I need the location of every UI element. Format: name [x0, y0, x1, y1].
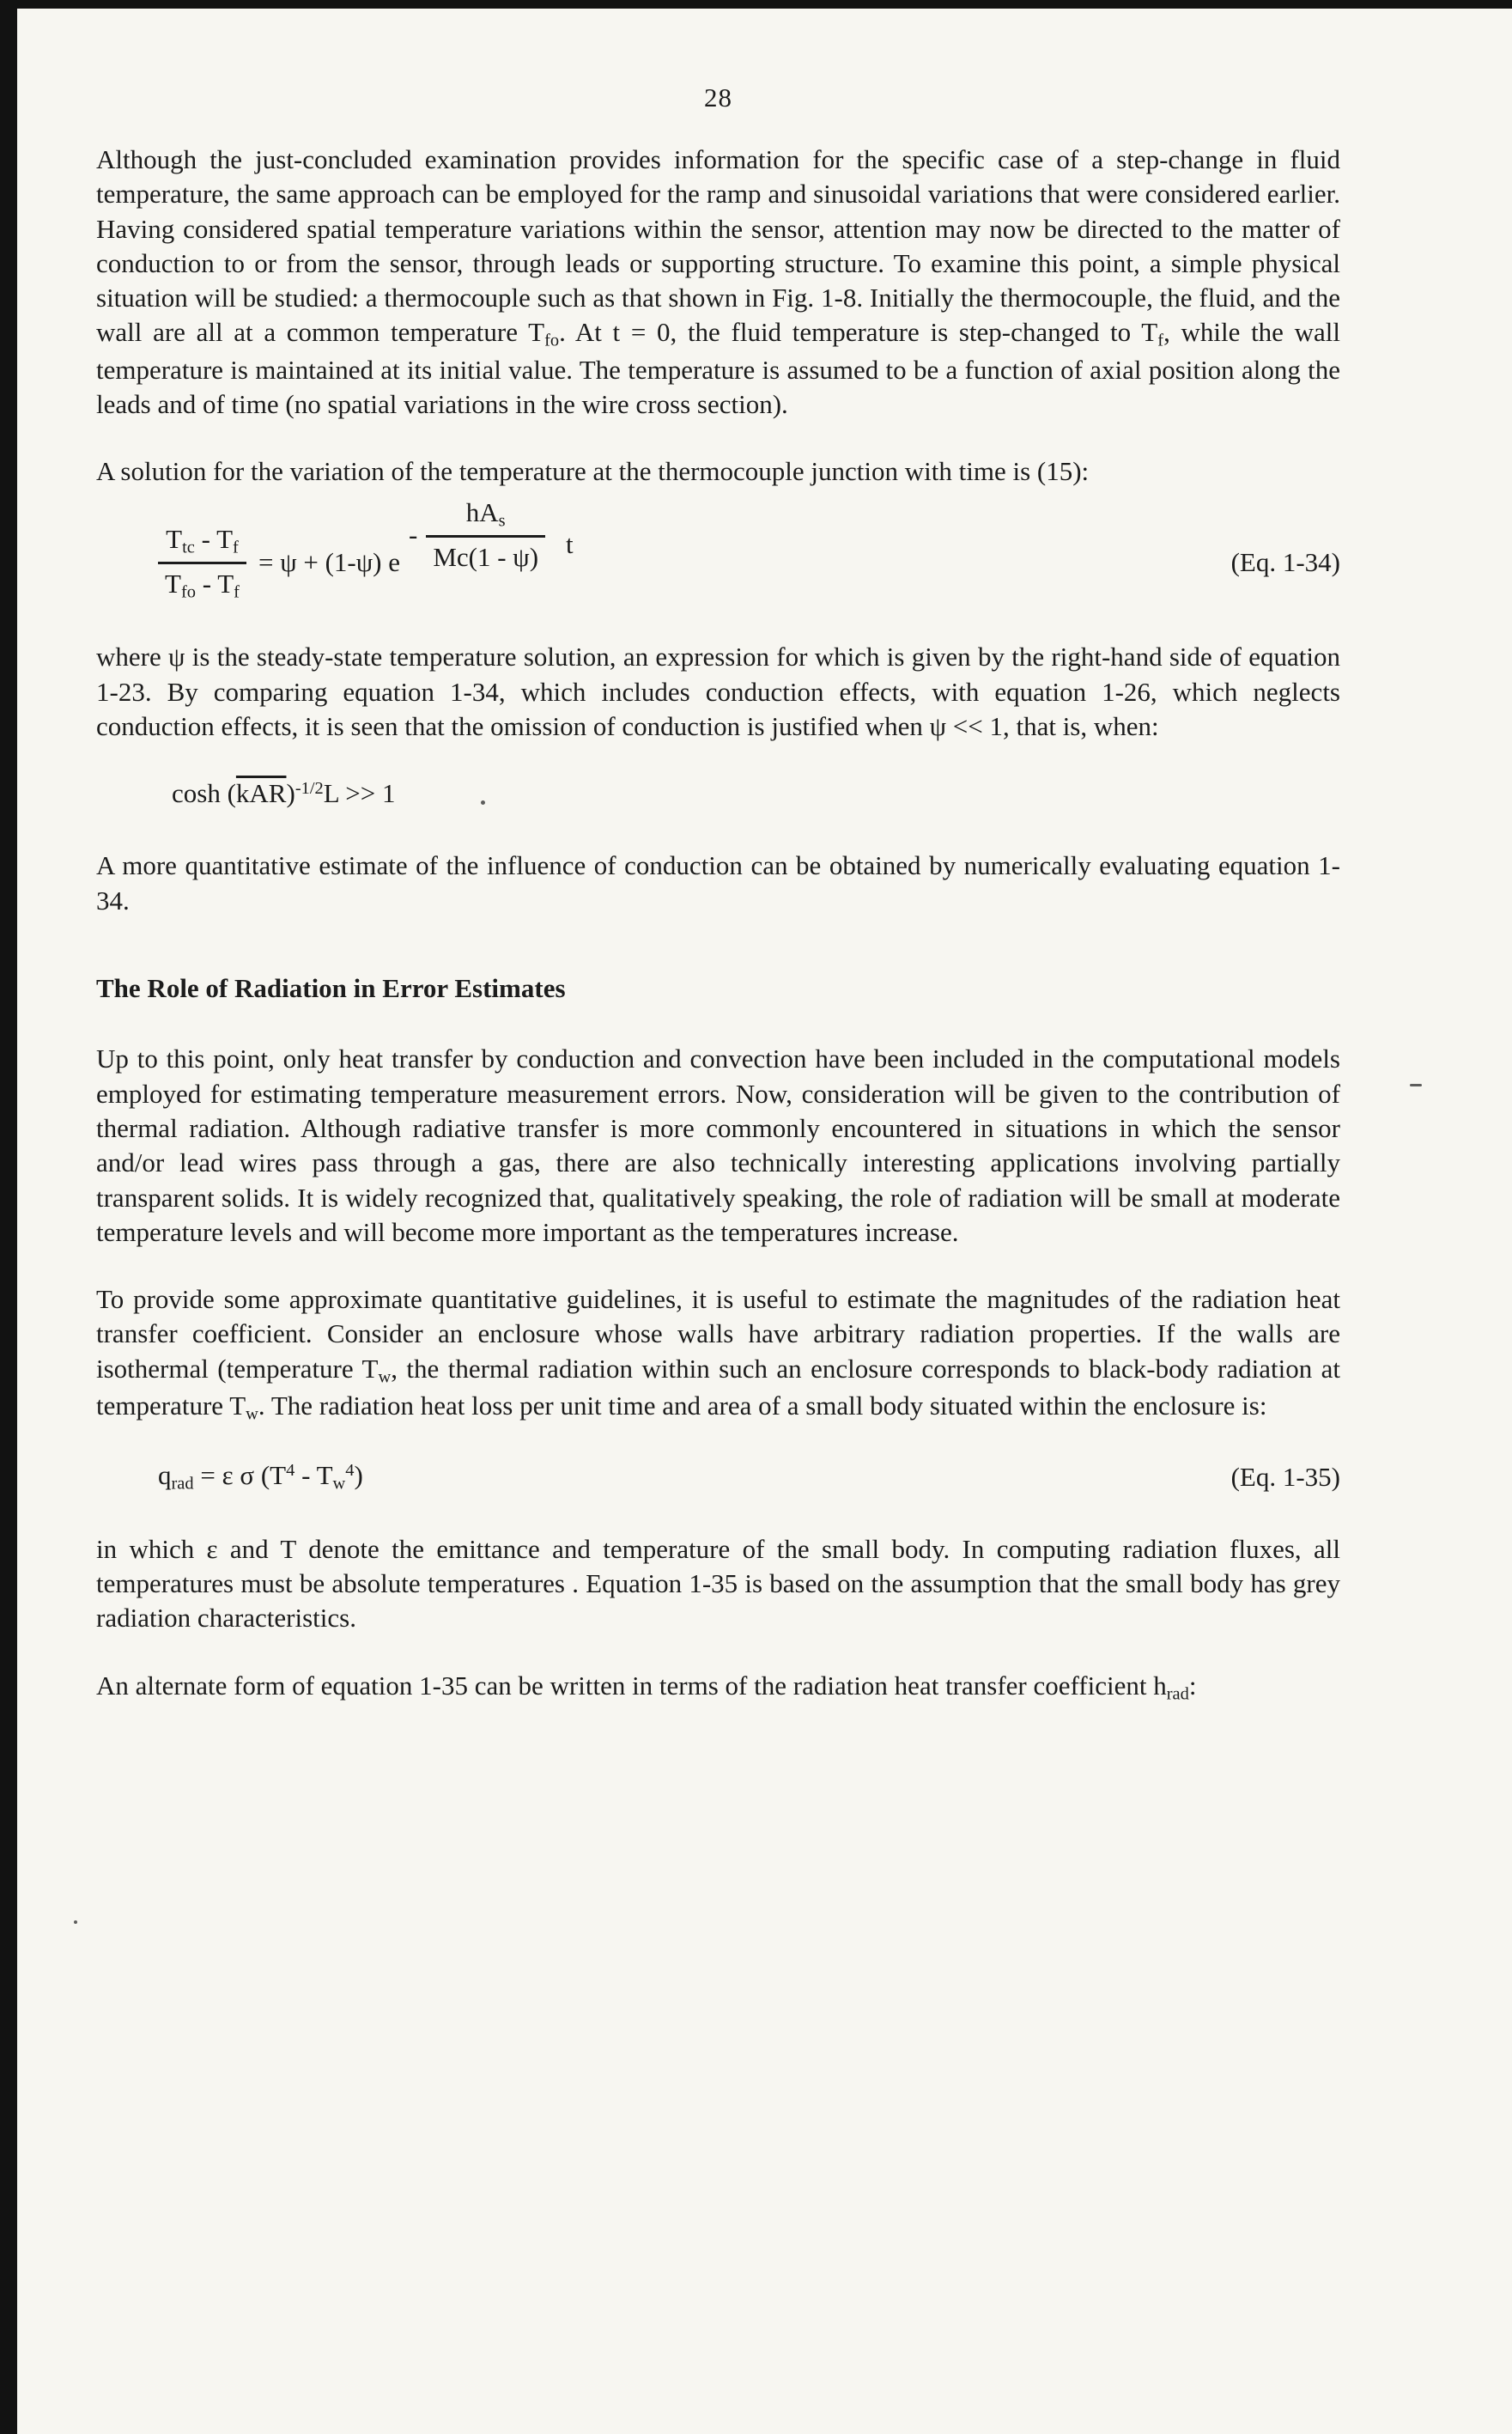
page-number: 28 [704, 82, 732, 113]
scan-speckle [481, 800, 485, 805]
paragraph-solution-intro: A solution for the variation of the temperature at the thermocouple junction with time is (15): [96, 456, 1090, 487]
exponent-minus-sign: - [409, 519, 418, 550]
scan-edge-top-artifact [0, 0, 1512, 9]
equation-label: (Eq. 1-34) [1230, 547, 1340, 578]
section-heading: The Role of Radiation in Error Estimates [96, 973, 566, 1004]
paragraph-radiation-intro: Up to this point, only heat transfer by conduction and convection have been included in the computational models employed for estimating temperature measurement errors. Now, consideration will be given to the contribution of thermal radiation. Although radiative transfer is more commonly encountered in situations in which the sensor and/or lead wires pass through a gas, there are also technically interesting applications involving partially transparent solids. It is widely recognized that, qualitatively speaking, the role of radiation will be small at moderate temperature levels and will become more important as the temperatures increase. [96, 1044, 1340, 1247]
equation-1-34 [96, 496, 1340, 605]
exponent-denominator: Mc(1 - ψ) [426, 535, 545, 575]
equation-1-35 [96, 1458, 1340, 1495]
equation-middle: = ψ + (1-ψ) e [258, 547, 400, 578]
page-content [0, 113, 1512, 1706]
equation-label: (Eq. 1-35) [1230, 1461, 1340, 1492]
exponent-time-variable: t [566, 528, 574, 559]
paragraph-emittance-note: in which ε and T denote the emittance and temperature of the small body. In computing radiation fluxes, all temperatures must be absolute temperatures . Equation 1-35 is based on the assumption that the small body has grey radiation characteristics. [96, 1533, 1340, 1634]
paragraph-alternate-form: An alternate form of equation 1-35 can be written in terms of the radiation heat transfer coefficient hrad: [96, 1670, 1197, 1704]
scan-speckle [1410, 1084, 1422, 1086]
exponent-numerator: hAs [465, 496, 506, 531]
scan-speckle [74, 1920, 77, 1924]
scan-edge-left-artifact [0, 0, 17, 2434]
lhs-fraction [158, 522, 246, 605]
fraction-denominator: Tfo - Tf [158, 562, 246, 604]
exponent-fraction [426, 496, 545, 575]
equation-1-34-body [158, 496, 574, 605]
paragraph-intro-conduction: Although the just-concluded examination provides information for the specific case of a step-change in fluid temperature, the same approach can be employed for the ramp and sinusoidal variations that were considered earlier. Having considered spatial temperature variations within the sensor, attention may now be directed to the matter of conduction to or from the sensor, through leads or supporting structure. To examine this point, a simple physical situation will be studied: a thermocouple such as that shown in Fig. 1-8. Initially the thermocouple, the fluid, and the wall are all at a common temperature Tfo. At t = 0, the fluid temperature is step-changed to Tf, while the wall temperature is maintained at its initial value. The temperature is assumed to be a function of axial position along the leads and of time (no spatial variations in the wire cross section). [96, 144, 1341, 420]
paragraph-psi-discussion: where ψ is the steady-state temperature solution, an expression for which is given by the right-hand side of equation 1-23. By comparing equation 1-34, which includes conduction effects, with equation 1-26, which neglects conduction effects, it is seen that the omission of conduction is justified when ψ << 1, that is, when: [96, 642, 1340, 741]
fraction-numerator: Ttc - Tf [166, 523, 239, 557]
paragraph-quantitative-estimate: A more quantitative estimate of the influence of conduction can be obtained by numerically evaluating equation 1-34. [96, 850, 1340, 916]
exponent-block [409, 496, 574, 575]
equation-cosh-condition: $\cosh (\overline{kAR})^{-1/2}L >> 1$ [172, 778, 396, 809]
equation-1-35-body: qrad = ε σ $(T^4 - Tw^4)$ [158, 1460, 363, 1494]
paragraph-enclosure-guidelines: To provide some approximate quantitative guidelines, it is useful to estimate the magnitudes of the radiation heat transfer coefficient. Consider an enclosure whose walls have arbitrary radiation properties. If the walls are isothermal (temperature Tw, the thermal radiation within such an enclosure corresponds to black-body radiation at temperature Tw. The radiation heat loss per unit time and area of a small body situated within the enclosure is: [96, 1284, 1341, 1424]
